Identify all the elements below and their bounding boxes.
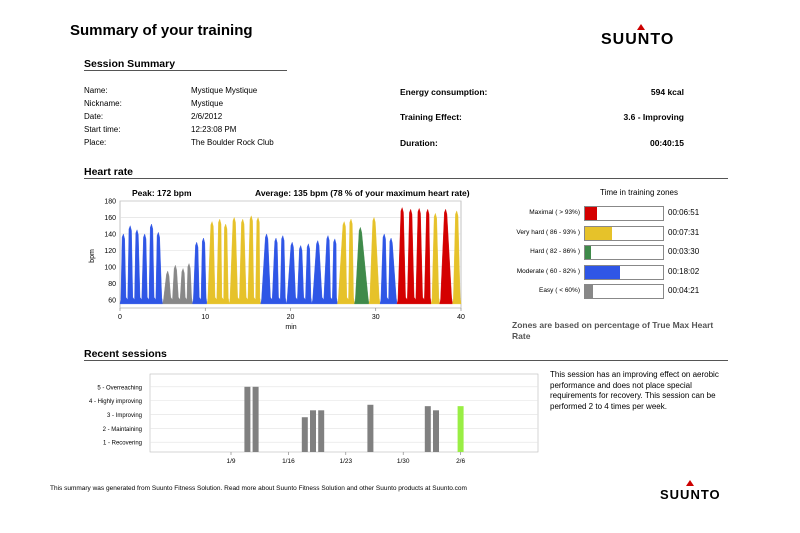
zone-label: Hard ( 82 - 86% ) xyxy=(530,248,580,255)
zone-row xyxy=(500,265,720,279)
zone-bar xyxy=(584,245,664,260)
heart-rate-chart xyxy=(84,196,484,336)
label-duration: Duration: xyxy=(400,138,438,148)
session-info-values xyxy=(191,86,274,151)
zone-label: Easy ( < 60%) xyxy=(538,287,580,294)
zone-bar xyxy=(584,206,664,221)
label-name: Name: xyxy=(84,86,108,95)
rs-bar xyxy=(367,405,373,452)
rs-y-tick-label: 2 - Maintaining xyxy=(102,426,142,433)
rs-frame xyxy=(150,374,538,452)
zone-bar-fill xyxy=(585,207,597,220)
hr-y-tick-label: 140 xyxy=(104,231,116,239)
rs-y-tick-label: 4 - Highly improving xyxy=(88,399,142,406)
rs-bar xyxy=(244,387,250,452)
rs-x-tick-label: 2/6 xyxy=(456,458,466,465)
footer-note: This summary was generated from Suunto Fitness Solution. Read more about Suunto Fitness Solution and other Suunto products at Suunto.com xyxy=(50,485,467,492)
hr-y-tick-label: 180 xyxy=(104,198,116,206)
recent-sessions-heading: Recent sessions xyxy=(84,348,167,360)
zone-time: 00:06:51 xyxy=(668,208,700,217)
zone-time: 00:18:02 xyxy=(668,266,700,276)
rs-y-tick-label: 1 - Recovering xyxy=(102,440,142,447)
rs-x-axis xyxy=(226,452,465,465)
hr-y-tick-label: 80 xyxy=(108,280,116,288)
zone-time: 00:03:30 xyxy=(668,247,700,256)
zone-bar-fill xyxy=(585,227,612,240)
value-date: 2/6/2012 xyxy=(191,112,223,121)
hr-x-tick-label: 40 xyxy=(457,314,465,321)
session-summary-heading: Session Summary xyxy=(84,58,176,70)
page-title: Summary of your training xyxy=(70,22,253,39)
rs-x-tick-label: 1/23 xyxy=(339,458,353,465)
rs-x-tick-label: 1/16 xyxy=(282,458,295,465)
label-start-time: Start time: xyxy=(84,125,121,134)
hr-x-axis-label: min xyxy=(285,324,297,331)
hr-x-tick-label: 30 xyxy=(371,314,380,321)
rs-bar xyxy=(302,417,308,452)
rs-y-tick-label: 5 - Overreaching xyxy=(97,385,142,392)
brand-logo-bottom: SUUNTO xyxy=(660,487,721,502)
value-name: Mystique Mystique xyxy=(191,86,258,95)
rs-bar xyxy=(310,410,316,452)
hr-y-tick-label: 100 xyxy=(104,264,116,272)
label-training-effect: Training Effect: xyxy=(400,112,462,122)
brand-logo-top: SUUNTO xyxy=(601,31,675,48)
label-place: Place: xyxy=(84,138,107,147)
rs-bar xyxy=(318,410,324,452)
rs-y-axis xyxy=(89,385,142,446)
value-nickname: Mystique xyxy=(191,99,224,108)
rs-bar xyxy=(433,410,439,452)
value-duration: 00:40:15 xyxy=(649,138,684,148)
value-training-effect: 3.6 - Improving xyxy=(623,112,684,122)
hr-x-axis xyxy=(118,308,465,321)
zone-label: Moderate ( 60 - 82% ) xyxy=(516,267,580,275)
zone-bar-fill xyxy=(585,266,620,279)
rs-bar xyxy=(425,406,431,452)
value-energy: 594 kcal xyxy=(650,87,684,97)
zones-title: Time in training zones xyxy=(600,188,678,197)
session-description: This session has an improving effect on aerobic performance and does not place special requirements for recovery. This session can be performed 2 to 4 times per week. xyxy=(550,370,719,411)
hr-y-tick-label: 160 xyxy=(104,214,116,222)
zone-bar-fill xyxy=(585,285,593,298)
hr-y-axis-label: bpm xyxy=(89,249,96,263)
zone-time: 00:07:31 xyxy=(668,227,700,237)
rs-bar xyxy=(253,387,259,452)
value-start-time: 12:23:08 PM xyxy=(191,125,237,134)
rs-x-tick-label: 1/30 xyxy=(396,458,410,465)
zone-label: Very hard ( 86 - 93% ) xyxy=(516,228,580,236)
zone-label: Maximal ( > 93%) xyxy=(529,209,580,216)
zone-row xyxy=(500,284,720,298)
hr-y-tick-label: 60 xyxy=(108,297,116,305)
zone-bar xyxy=(584,226,664,241)
zone-bar-fill xyxy=(585,246,591,259)
value-place: The Boulder Rock Club xyxy=(191,138,274,147)
recent-sessions-chart xyxy=(84,368,544,468)
hr-x-tick-label: 10 xyxy=(201,314,210,321)
brand-mark-bottom xyxy=(686,480,694,486)
zones-note: Zones are based on percentage of True Max Heart Rate xyxy=(512,320,714,341)
session-summary-rule xyxy=(84,70,287,71)
recent-sessions-rule xyxy=(84,360,728,361)
average-label: Average: 135 bpm (78 % of your maximum heart rate) xyxy=(255,188,470,198)
rs-bar xyxy=(458,406,464,452)
hr-y-tick-label: 120 xyxy=(104,247,116,255)
heart-rate-rule xyxy=(84,178,728,179)
zone-bar xyxy=(584,284,664,299)
zone-bar xyxy=(584,265,664,280)
label-nickname: Nickname: xyxy=(84,99,122,108)
zone-row xyxy=(500,206,720,220)
hr-y-axis xyxy=(104,199,116,305)
zone-row xyxy=(500,226,720,240)
brand-mark-top xyxy=(637,24,645,30)
rs-x-tick-label: 1/9 xyxy=(226,458,236,465)
session-info-labels xyxy=(84,86,122,151)
peak-label: Peak: 172 bpm xyxy=(132,188,192,198)
hr-x-tick-label: 0 xyxy=(118,314,122,321)
hr-x-tick-label: 20 xyxy=(286,314,295,321)
zone-row xyxy=(500,245,720,259)
rs-grid xyxy=(150,374,538,452)
rs-y-tick-label: 3 - Improving xyxy=(106,412,142,419)
zone-time: 00:04:21 xyxy=(668,286,700,295)
label-energy: Energy consumption: xyxy=(400,87,488,97)
heart-rate-heading: Heart rate xyxy=(84,166,134,178)
label-date: Date: xyxy=(84,112,104,121)
